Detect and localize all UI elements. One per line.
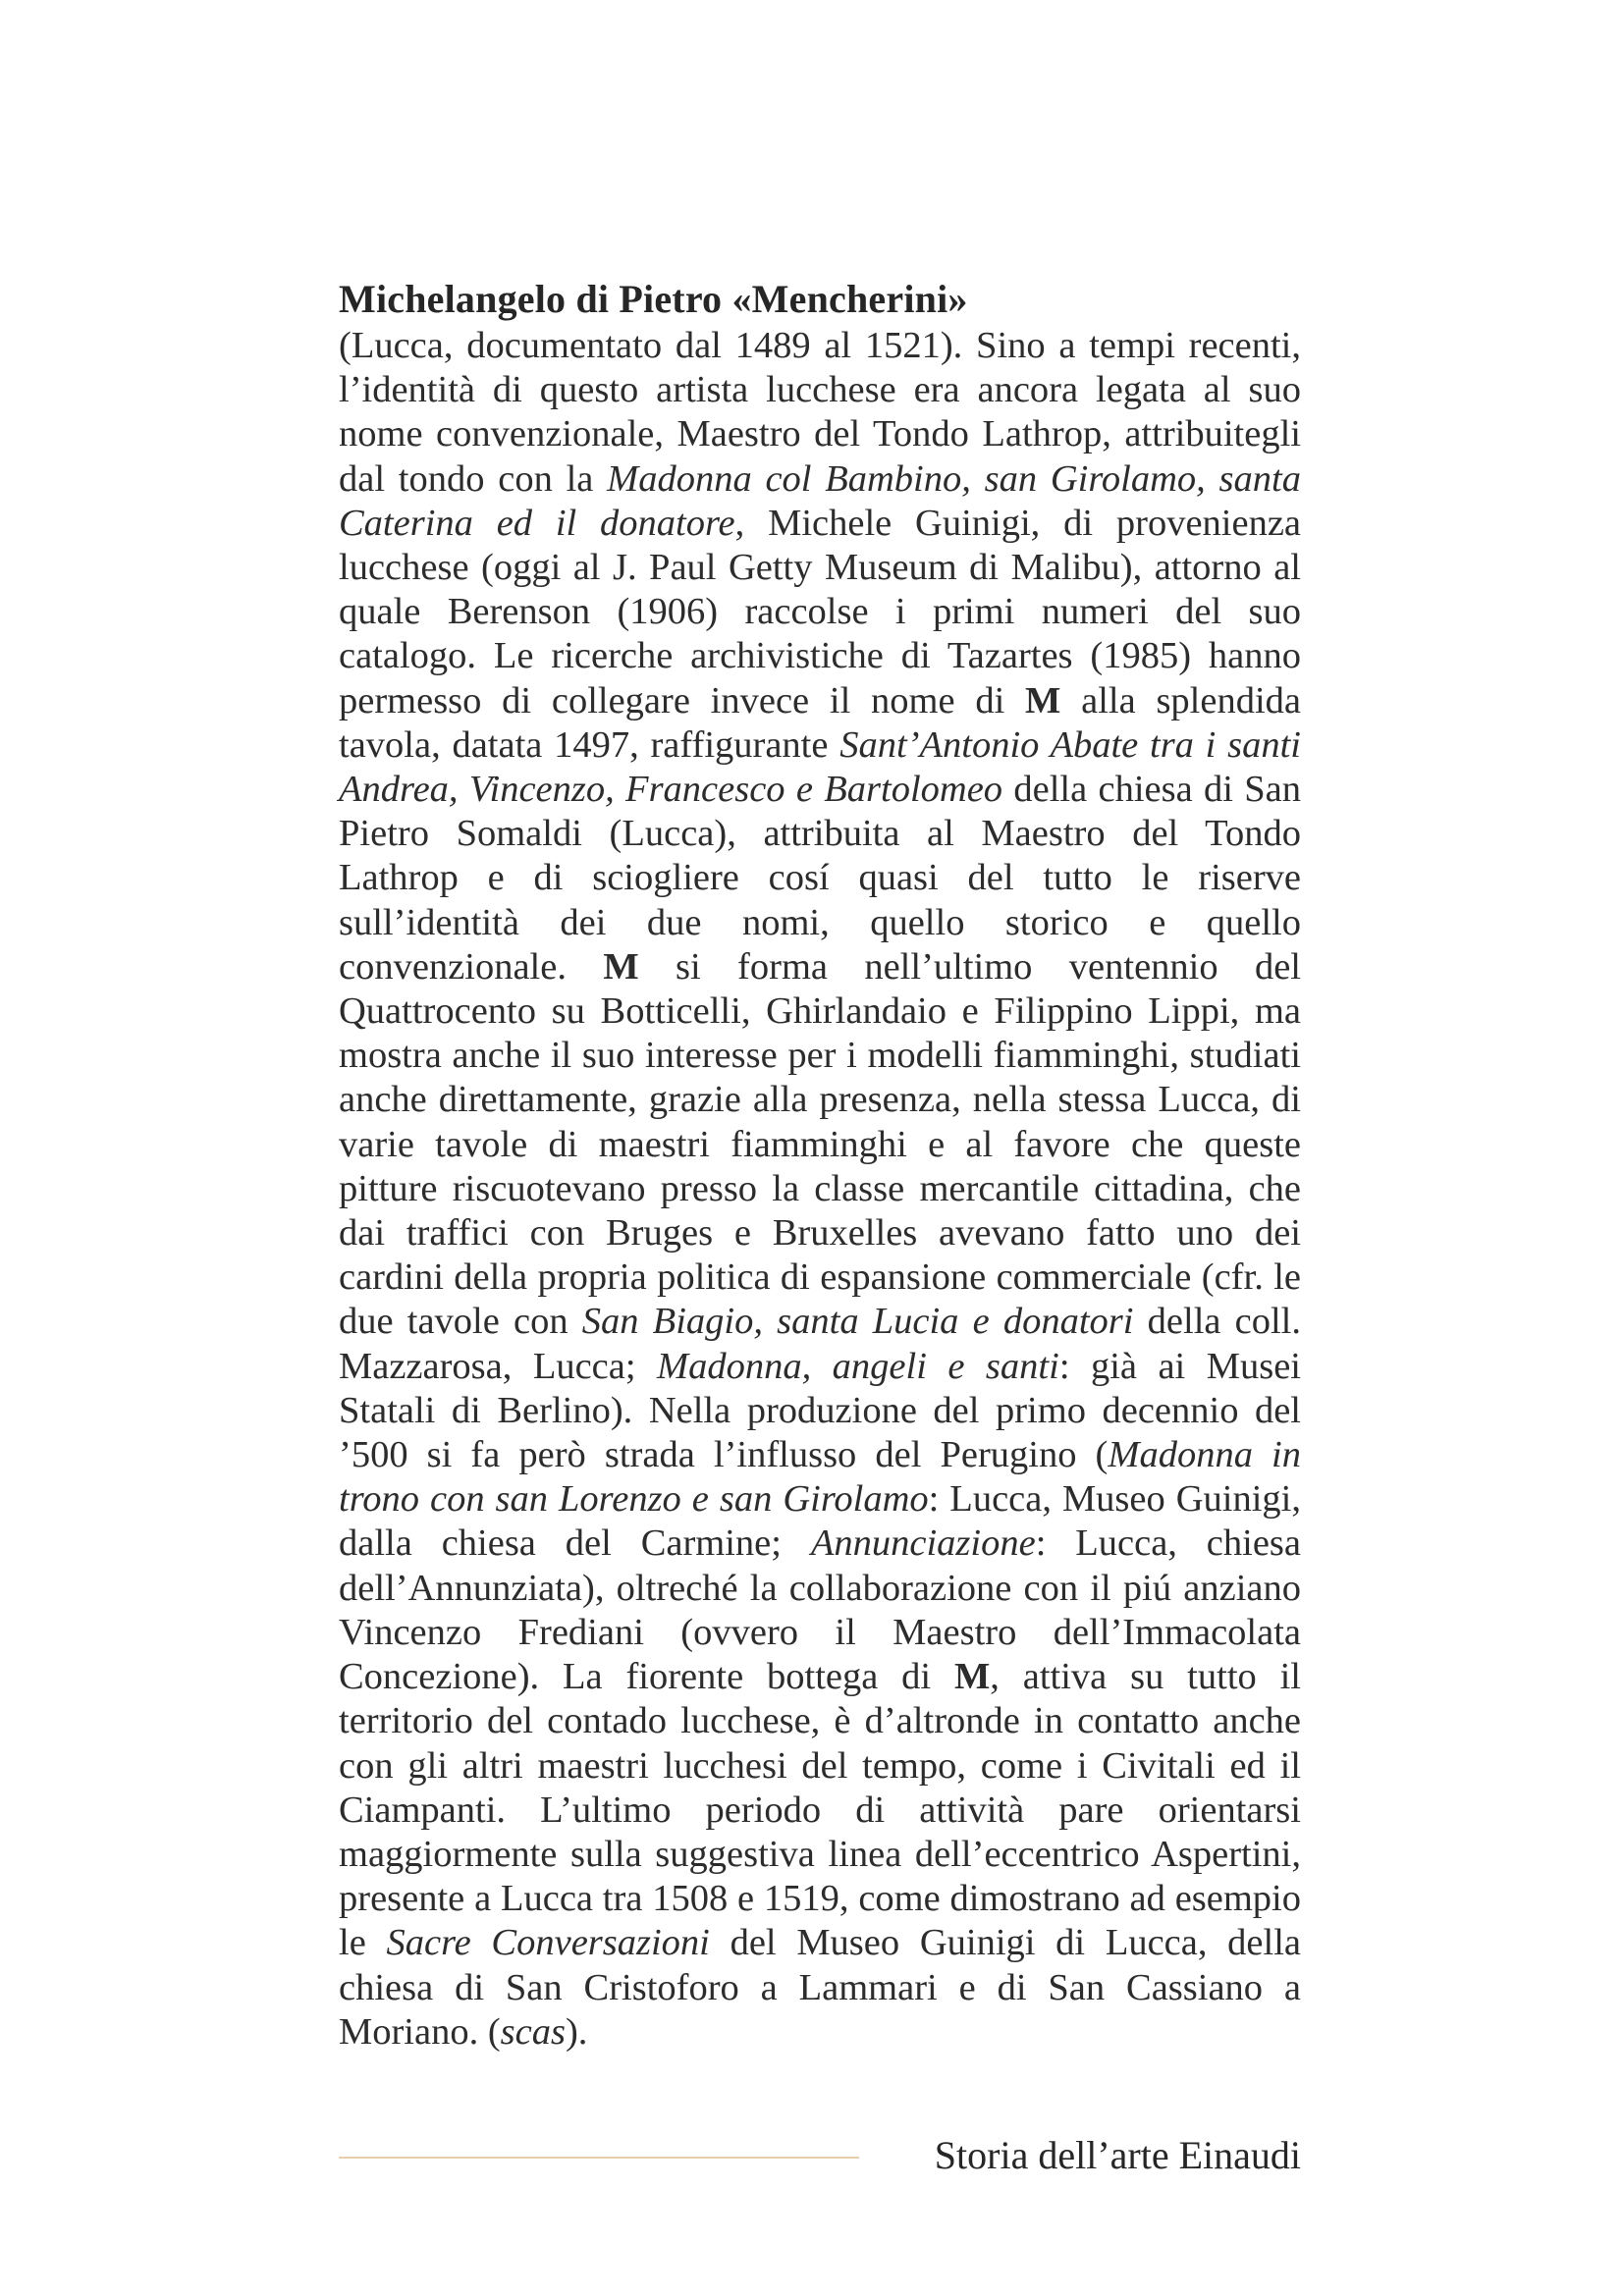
footer-label: Storia dell’arte Einaudi [934,2133,1301,2177]
body-segment: (Lucca, documentato dal 1489 al 1521). Sino a tempi recenti, l’identità di questo artista lucchese era ancora legata al suo nome convenzionale, Maestro del Tondo Lathrop, attribuitegli dal tondo con la [339,325,1301,500]
page-footer [339,2132,1301,2181]
body-segment: alla splendida tavola, datata 1497, raffigurante [339,679,1301,766]
entry-body [339,324,1301,2055]
entry-title: Michelangelo di Pietro «Mencherini» [339,277,968,321]
artwork-title: San Biagio, santa Lucia e donatori [581,1301,1134,1343]
body-segment: , attiva su tutto il territorio del contado lucchese, è d’altronde in contatto anche con gli altri maestri lucchesi del tempo, come i Civitali ed il Ciampanti. L’ultimo periodo di attività pare orientarsi maggiormente sulla suggestiva linea dell’eccentrico Aspertini, presente a Lucca tra 1508 e 1519, come dimostrano ad esempio le [339,1656,1302,1964]
body-segment: : già ai Musei Statali di Berlino). Nella produzione del primo decennio del ’500 si fa però strada l’influsso del Perugino ( [339,1345,1301,1476]
artist-initial: M [1025,679,1061,721]
body-segment: del Museo Guinigi di Lucca, della chiesa di San Cristoforo a Lammari e di San Cassiano a Moriano. ( [339,1922,1302,2053]
body-segment: della coll. Mazzarosa, Lucca; [339,1301,1301,1387]
artist-initial: M [953,1656,991,1698]
body-segment: : Lucca, chiesa dell’Annunziata), oltreché la collaborazione con il piú anziano Vincenzo Frediani (ovvero il Maestro dell’Immacolata Concezione). La fiorente bottega di [339,1522,1301,1698]
body-segment: si forma nell’ultimo ventennio del Quattrocento su Botticelli, Ghirlandaio e Filippino Lippi, ma mostra anche il suo interesse per i modelli fiamminghi, studiati anche direttamente, grazie alla presenza, nella stessa Lucca, di varie tavole di maestri fiamminghi e al favore che queste pitture riscuotevano presso la classe mercantile cittadina, che dai traffici con Bruges e Bruxelles avevano fatto uno dei cardini della propria politica di espansione commerciale (cfr. le due tavole con [339,945,1301,1343]
artist-initial: M [603,945,639,988]
artwork-title: Sant’Antonio Abate tra i santi Andrea, Vincenzo, Francesco e Bartolomeo [339,723,1301,811]
footer-rule [339,2157,859,2159]
document-page [339,275,1301,2055]
body-segment: , Michele Guinigi, di provenienza lucchese (oggi al J. Paul Getty Museum di Malibu), attorno al quale Berenson (1906) raccolse i primi numeri del suo catalogo. Le ricerche archivistiche di Tazartes (1985) hanno permesso di collegare invece il nome di [339,502,1301,721]
artwork-title: Annunciazione [810,1522,1036,1565]
artwork-title: Madonna in trono con san Lorenzo e san Girolamo [339,1434,1301,1521]
artwork-title: Sacre Conversazioni [386,1922,710,1964]
body-segment: : Lucca, Museo Guinigi, dalla chiesa del Carmine; [339,1478,1301,1565]
body-segment: ). [565,2010,588,2053]
artwork-title: Madonna, angeli e santi [657,1345,1059,1387]
author-initials: scas [500,2010,566,2053]
artwork-title: Madonna col Bambino, san Girolamo, santa Caterina ed il donatore [339,457,1301,544]
body-segment: della chiesa di San Pietro Somaldi (Lucca), attribuita al Maestro del Tondo Lathrop e di sciogliere cosí quasi del tutto le riserve sull’identità dei due nomi, quello storico e quello convenzionale. [339,769,1301,988]
